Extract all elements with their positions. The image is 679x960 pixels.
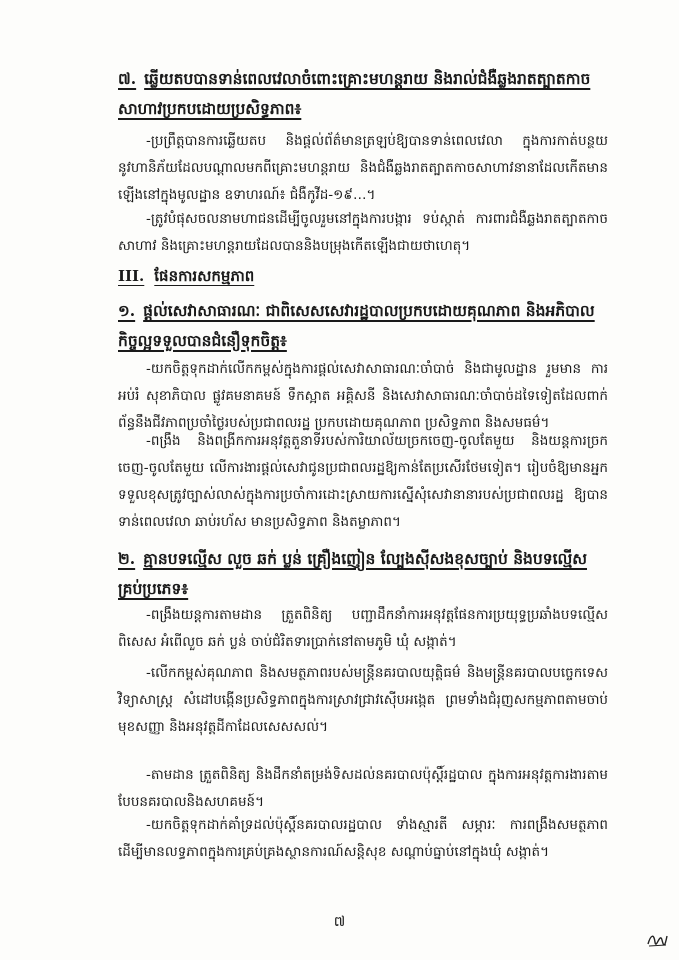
paragraph-2-3: -តាមដាន ត្រួតពិនិត្យ និងដឹកនាំតម្រង់ទិសដល់នគរបាលប៉ុស្តិ៍រដ្ឋបាល ក្នុងការអនុវត្តការងារតាមបែបនគរបាលនិងសហគមន៍។: [118, 767, 608, 810]
paragraph-2-4: -យកចិត្តទុកដាក់គាំទ្រដល់ប៉ុស្តិ៍នគរបាលរដ្ឋបាល ទាំងស្មារតី សម្ភារៈ ការពង្រឹងសមត្ថភាព ដើម្បីមានលទ្ធភាពក្នុងការគ្រប់គ្រងស្ថានការណ៍សន្តិសុខ សណ្តាប់ធ្នាប់នៅក្នុងឃុំ សង្កាត់។: [118, 817, 608, 860]
paragraph-7-1: -ប្រព្រឹត្តបានការឆ្លើយតប និងផ្តល់ព័ត៌មានត្រឡប់ឱ្យបានទាន់ពេលវេលា ក្នុងការកាត់បន្ថយនូវហានិភ័យដែលបណ្តាលមកពីគ្រោះមហន្តរាយ និងជំងឺឆ្លងរាតត្បាតកាចសាហាវនានាដែលកើតមានឡើងនៅក្នុងមូលដ្ឋាន ឧទាហរណ៍៖ ជំងឺកូវីដ-១៩…។: [118, 133, 608, 203]
heading-2-text: គ្មានបទល្មើស លួច ឆក់ ប្លន់ គ្រឿងញៀន ល្បែងស៊ីសងខុសច្បាប់ និងបទល្មើសគ្រប់ប្រភេទ៖: [118, 549, 588, 598]
paragraph-2-2: -លើកកម្ពស់គុណភាព និងសមត្ថភាពរបស់មន្ត្រីនគរបាលយុត្តិធម៌ និងមន្ត្រីនគរបាលបច្ចេកទេសវិទ្យាសាស្ត្រ សំដៅបង្កើនប្រសិទ្ធភាពក្នុងការស្រាវជ្រាវស៊ើបអង្កេត ព្រមទាំងជំរុញសកម្មភាពតាមចាប់មុខសញ្ញា និងអនុវត្តដីកាដែលសេសសល់។: [118, 665, 608, 735]
section-III-title: ផែនការសកម្មភាព: [154, 267, 255, 285]
page-number: ៧: [333, 914, 346, 930]
heading-1-number: ១.: [118, 301, 136, 320]
heading-7: [118, 64, 608, 124]
paragraph-1-2: -ពង្រឹង និងពង្រីកការអនុវត្តតួនាទីរបស់ការិយាល័យច្រកចេញ-ចូលតែមួយ និងយន្តការច្រកចេញ-ចូលតែមួយ លើការងារផ្តល់សេវាជូនប្រជាពលរដ្ឋឱ្យកាន់តែប្រសើរថែមទៀត។ រៀបចំឱ្យមានអ្នកទទួលខុសត្រូវច្បាស់លាស់ក្នុងការប្រចាំការដោះស្រាយការស្នើសុំសេវានានារបស់ប្រជាពលរដ្ឋ ឱ្យបានទាន់ពេលវេលា ឆាប់រហ័ស មានប្រសិទ្ធភាព និងតម្លាភាព។: [118, 433, 608, 530]
heading-1-text: ផ្តល់សេវាសាធារណៈ ជាពិសេសសេវារដ្ឋបាលប្រកបដោយគុណភាព និងអភិបាលកិច្ចល្អទទួលបានជំនឿទុកចិត្ត៖: [118, 301, 595, 350]
heading-7-number: ៧.: [118, 69, 137, 88]
heading-2-number: ២.: [118, 549, 136, 568]
section-III-number: III.: [118, 267, 145, 285]
heading-7-text: ឆ្លើយតបបានទាន់ពេលវេលាចំពោះគ្រោះមហន្តរាយ និងរាល់ជំងឺឆ្លងរាតត្បាតកាចសាហាវប្រកបដោយប្រសិទ្ធភាព៖: [118, 69, 591, 118]
paragraph-1-1: -យកចិត្តទុកដាក់លើកកម្ពស់ក្នុងការផ្តល់សេវាសាធារណៈចាំបាច់ និងជាមូលដ្ឋាន រួមមាន ការអប់រំ សុខាភិបាល ផ្លូវគមនាគមន៍ ទឹកស្អាត អគ្គិសនី និងសេវាសាធារណៈចាំបាច់ដទៃទៀតដែលពាក់ព័ន្ធនឹងជីវភាពប្រចាំថ្ងៃរបស់ប្រជាពលរដ្ឋ ប្រកបដោយគុណភាព ប្រសិទ្ធភាព និងសមធម៌។: [118, 361, 608, 431]
signature-initials-icon: [646, 930, 668, 948]
section-III-heading: [118, 264, 518, 288]
heading-1: [118, 296, 608, 356]
paragraph-2-1: -ពង្រឹងយន្តការតាមដាន ត្រួតពិនិត្យ បញ្ជាដឹកនាំការអនុវត្តផែនការប្រយុទ្ធប្រឆាំងបទល្មើសពិសេស អំពើលួច ឆក់ ប្លន់ ចាប់ជំរិតទារប្រាក់នៅតាមភូមិ ឃុំ សង្កាត់។: [118, 607, 608, 650]
paragraph-7-2: -ត្រូវបំផុសចលនាមហាជនដើម្បីចូលរួមនៅក្នុងការបង្ការ ទប់ស្កាត់ ការពារជំងឺឆ្លងរាតត្បាតកាចសាហាវ និងគ្រោះមហន្តរាយដែលបាននិងបម្រុងកើតឡើងជាយថាហេតុ។: [118, 211, 608, 254]
heading-2: [118, 544, 608, 604]
